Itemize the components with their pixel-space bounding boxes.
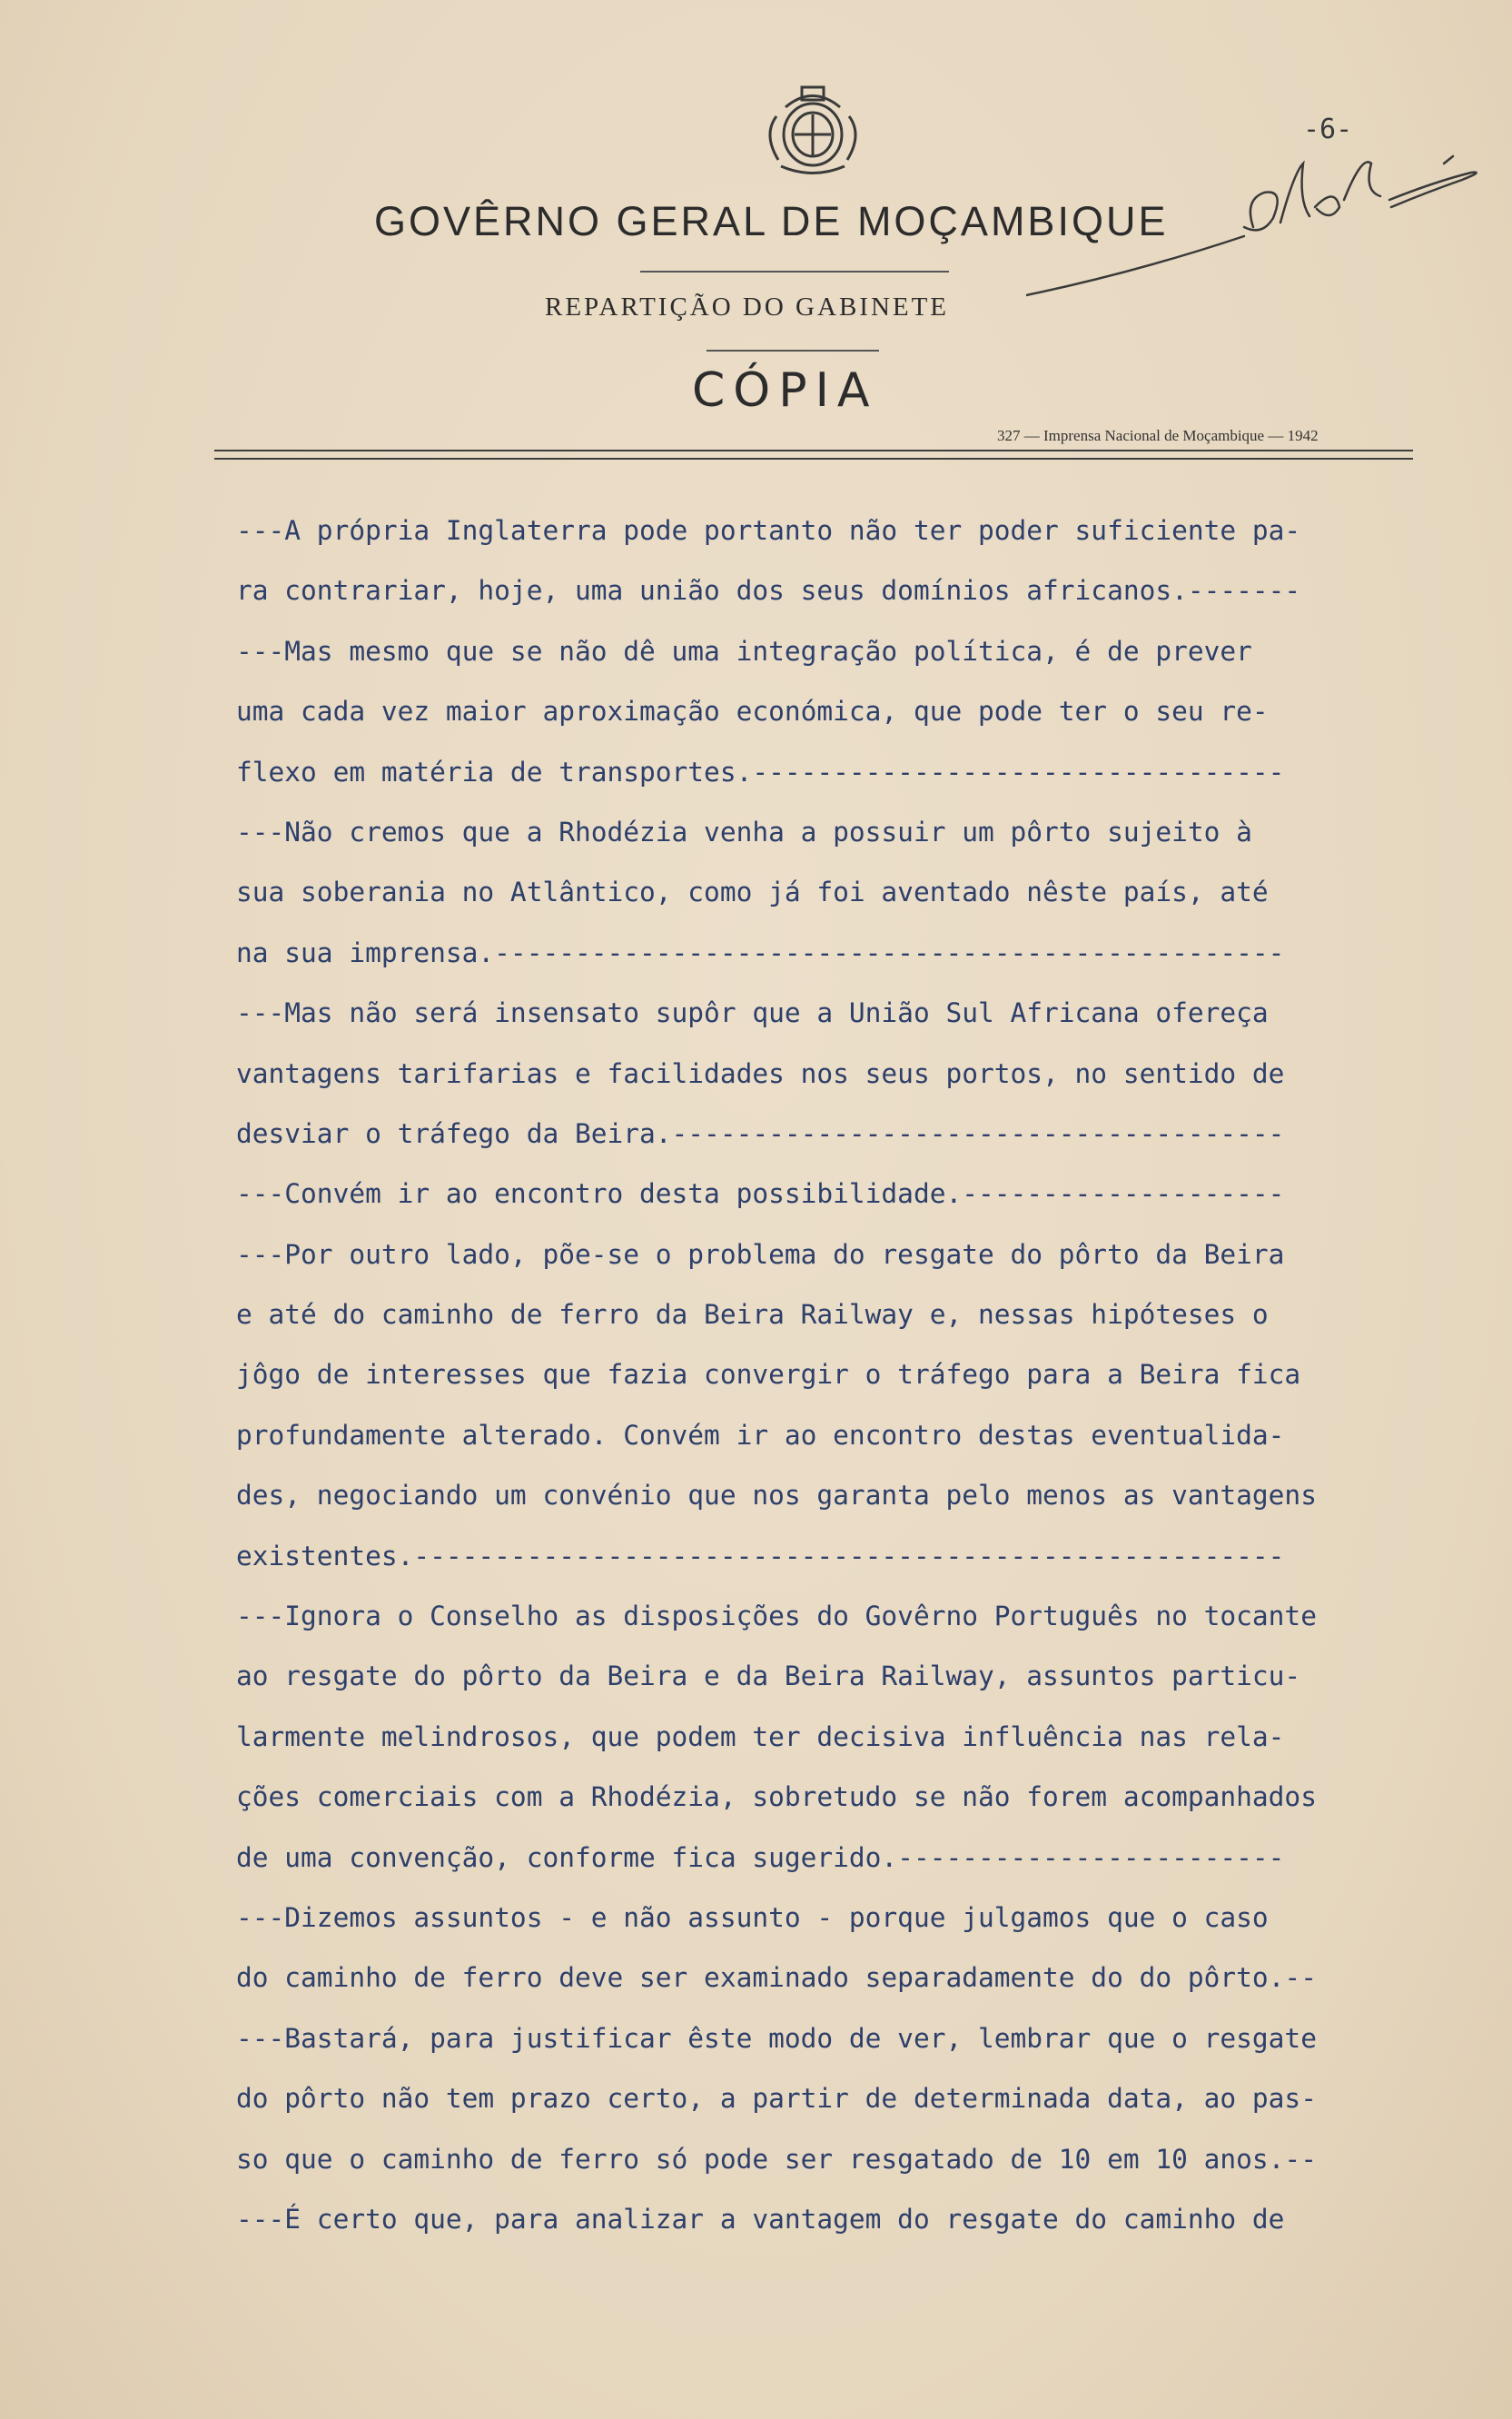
text-line: profundamente alterado. Convém ir ao encontro destas eventualida-: [236, 1419, 1285, 1451]
text-line: de uma convenção, conforme fica sugerido.------------------------: [236, 1841, 1285, 1873]
text-line: so que o caminho de ferro só pode ser resgatado de 10 em 10 anos.--: [236, 2143, 1317, 2175]
typed-body-text: [236, 509, 1453, 2257]
text-line: na sua imprensa.-------------------------------------------------: [236, 937, 1285, 968]
heading-divider: [640, 271, 949, 273]
text-line: ---Ignora o Conselho as disposições do Govêrno Português no tocante: [236, 1601, 1317, 1632]
copy-stamp-title: CÓPIA: [692, 363, 878, 418]
text-line: existentes.------------------------------------------------------: [236, 1540, 1285, 1571]
text-line: uma cada vez maior aproximação económica, que pode ter o seu re-: [236, 696, 1269, 728]
header-double-rule: [214, 450, 1413, 460]
department-divider: [707, 350, 879, 352]
page-number: -6-: [1303, 114, 1353, 145]
text-line: ---A própria Inglaterra pode portanto não ter poder suficiente pa-: [236, 515, 1301, 546]
text-line: ao resgate do pôrto da Beira e da Beira Railway, assuntos particu-: [236, 1661, 1301, 1692]
text-line: desviar o tráfego da Beira.--------------------------------------: [236, 1117, 1285, 1149]
text-line: ---Por outro lado, põe-se o problema do resgate do pôrto da Beira: [236, 1238, 1285, 1270]
text-line: do pôrto não tem prazo certo, a partir de determinada data, ao pas-: [236, 2083, 1317, 2115]
text-line: larmente melindrosos, que podem ter decisiva influência nas rela-: [236, 1720, 1285, 1752]
text-line: sua soberania no Atlântico, como já foi aventado nêste país, até: [236, 877, 1269, 908]
text-line: ---Bastará, para justificar êste modo de ver, lembrar que o resgate: [236, 2022, 1317, 2054]
printer-imprint: 327 — Imprensa Nacional de Moçambique — 1942: [997, 427, 1319, 444]
text-line: ---Não cremos que a Rhodézia venha a possuir um pôrto sujeito à: [236, 816, 1252, 848]
text-line: ---Mas mesmo que se não dê uma integração política, é de prever: [236, 635, 1252, 667]
department-heading: REPARTIÇÃO DO GABINETE: [545, 292, 950, 322]
text-line: ções comerciais com a Rhodézia, sobretudo se não forem acompanhados: [236, 1781, 1317, 1813]
text-line: vantagens tarifarias e facilidades nos seus portos, no sentido de: [236, 1057, 1285, 1089]
coat-of-arms-emblem: [758, 80, 867, 180]
text-line: flexo em matéria de transportes.---------------------------------: [236, 756, 1285, 788]
text-line: ---Convém ir ao encontro desta possibilidade.--------------------: [236, 1178, 1285, 1210]
text-line: jôgo de interesses que fazia convergir o tráfego para a Beira fica: [236, 1359, 1301, 1391]
text-line: ra contrariar, hoje, uma união dos seus domínios africanos.-------: [236, 575, 1301, 607]
text-line: des, negociando um convénio que nos garanta pelo menos as vantagens: [236, 1480, 1317, 1512]
text-line: do caminho de ferro deve ser examinado separadamente do do pôrto.--: [236, 1962, 1317, 1994]
text-line: ---Mas não será insensato supôr que a União Sul Africana ofereça: [236, 997, 1269, 1029]
text-line: e até do caminho de ferro da Beira Railway e, nessas hipóteses o: [236, 1299, 1269, 1331]
handwritten-signature: [1026, 136, 1489, 309]
government-heading: GOVÊRNO GERAL DE MOÇAMBIQUE: [374, 198, 1169, 244]
text-line: ---É certo que, para analizar a vantagem do resgate do caminho de: [236, 2203, 1285, 2235]
text-line: ---Dizemos assuntos - e não assunto - porque julgamos que o caso: [236, 1901, 1269, 1933]
